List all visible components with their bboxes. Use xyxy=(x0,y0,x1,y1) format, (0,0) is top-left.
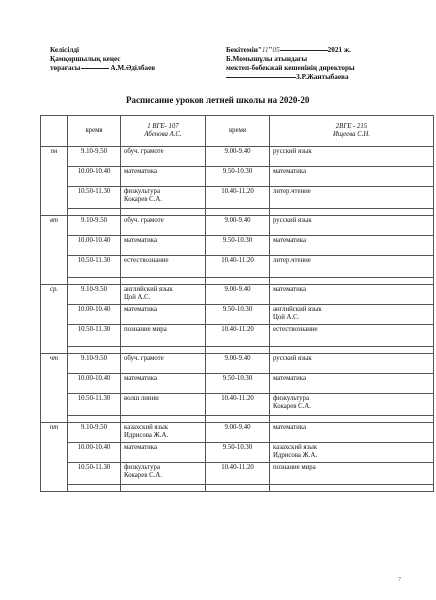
approve-label: Бекітемін" xyxy=(226,46,262,54)
table-row xyxy=(41,305,434,325)
table-row xyxy=(41,443,434,463)
table-row xyxy=(41,167,434,187)
table-row xyxy=(41,187,434,209)
day-cell: пн xyxy=(41,147,68,216)
time-cell: 10.40-11.20 xyxy=(206,256,270,278)
spacer-row xyxy=(41,485,434,492)
subject-cell: математика xyxy=(270,236,434,256)
time-cell: 10.40-11.20 xyxy=(206,463,270,485)
spacer-row xyxy=(41,416,434,423)
day-cell: ср. xyxy=(41,285,68,354)
time-cell: 10.50-11.30 xyxy=(68,394,121,416)
time-cell: 9.50-10.30 xyxy=(206,167,270,187)
page-mark: 7 xyxy=(398,577,401,583)
day-cell: чт xyxy=(41,354,68,423)
spacer-row xyxy=(41,209,434,216)
time-cell: 9.10-9.50 xyxy=(68,147,121,167)
director-title-line: мектеп-бөбекжай кешенінің директоры xyxy=(226,64,355,72)
spacer-row xyxy=(41,347,434,354)
subject-cell: английский язык Цой А.С. xyxy=(270,305,434,325)
time-cell: 10.50-11.30 xyxy=(68,463,121,485)
subject-cell: математика xyxy=(121,374,206,394)
schedule-title: Расписание уроков летней школы на 2020-20 xyxy=(126,95,310,105)
header-class-1: 1 ВГЕ- 107 Абенова А.С. xyxy=(121,116,206,147)
subject-cell: физкультура Кокарев С.А. xyxy=(121,187,206,209)
schedule-table xyxy=(40,115,434,492)
council-label: Қамқоршылық кеңес xyxy=(50,55,121,63)
subject-cell: физкультура Кокарев С.А. xyxy=(121,463,206,485)
table-row xyxy=(41,285,434,305)
time-cell: 10.00-10.40 xyxy=(68,305,121,325)
subject-cell: литер.чтение xyxy=(270,256,434,278)
time-cell: 9.10-9.50 xyxy=(68,354,121,374)
time-cell: 10.50-11.30 xyxy=(68,256,121,278)
table-row xyxy=(41,256,434,278)
time-cell: 9.00-9.40 xyxy=(206,216,270,236)
subject-cell: естествознание xyxy=(270,325,434,347)
table-row xyxy=(41,374,434,394)
time-cell: 9.10-9.50 xyxy=(68,285,121,305)
table-row xyxy=(41,423,434,443)
table-row xyxy=(41,463,434,485)
header-class-2: 2ВГЕ - 215 Ищеева С.Н. xyxy=(270,116,434,147)
time-cell: 9.10-9.50 xyxy=(68,423,121,443)
header-time-2: время xyxy=(206,116,270,147)
subject-cell: волш линии xyxy=(121,394,206,416)
signature-line xyxy=(81,68,109,69)
time-cell: 9.50-10.30 xyxy=(206,236,270,256)
time-cell: 10.40-11.20 xyxy=(206,394,270,416)
approval-block-right xyxy=(226,46,355,82)
time-cell: 9.00-9.40 xyxy=(206,285,270,305)
director-name: З.Р.Жантыбаева xyxy=(296,73,349,81)
schedule-body xyxy=(41,147,434,492)
spacer-row xyxy=(41,278,434,285)
time-cell: 10.00-10.40 xyxy=(68,167,121,187)
subject-cell: казахский язык Идрисова Ж.А. xyxy=(270,443,434,463)
time-cell: 10.00-10.40 xyxy=(68,443,121,463)
time-cell: 10.00-10.40 xyxy=(68,374,121,394)
subject-cell: математика xyxy=(270,167,434,187)
subject-cell: познание мира xyxy=(270,463,434,485)
director-name-line xyxy=(226,73,355,82)
director-signature-line xyxy=(226,77,296,78)
time-cell: 9.00-9.40 xyxy=(206,354,270,374)
chairman-title: төрағасы xyxy=(50,64,81,72)
time-cell: 10.50-11.30 xyxy=(68,187,121,209)
agreed-label: Келісілді xyxy=(50,46,80,54)
subject-cell: математика xyxy=(270,374,434,394)
table-row xyxy=(41,147,434,167)
approve-year: 2021 ж. xyxy=(327,46,351,54)
approve-line: Бекітемін"11"05 2021 ж. xyxy=(226,46,351,54)
header-day xyxy=(41,116,68,147)
subject-cell: математика xyxy=(121,305,206,325)
subject-cell: математика xyxy=(121,236,206,256)
table-row xyxy=(41,354,434,374)
subject-cell: русский язык xyxy=(270,216,434,236)
day-cell: пт xyxy=(41,423,68,492)
time-cell: 9.50-10.30 xyxy=(206,374,270,394)
header-time-1: время xyxy=(68,116,121,147)
time-cell: 10.40-11.20 xyxy=(206,187,270,209)
subject-cell: математика xyxy=(270,423,434,443)
approve-day: 11 xyxy=(261,46,269,54)
subject-cell: русский язык xyxy=(270,354,434,374)
subject-cell: казахский язык Идрисова Ж.А. xyxy=(121,423,206,443)
subject-cell: математика xyxy=(121,443,206,463)
subject-cell: обуч. грамоте xyxy=(121,354,206,374)
subject-cell: английский язык Цой А.С. xyxy=(121,285,206,305)
subject-cell: русский язык xyxy=(270,147,434,167)
subject-cell: математика xyxy=(121,167,206,187)
chairman-line xyxy=(50,64,155,73)
subject-cell: познание мира xyxy=(121,325,206,347)
date-blank-line xyxy=(280,50,328,51)
time-cell: 9.50-10.30 xyxy=(206,443,270,463)
time-cell: 10.00-10.40 xyxy=(68,236,121,256)
approval-block-left xyxy=(50,46,155,73)
subject-cell: физкультура Кокарев С.А. xyxy=(270,394,434,416)
subject-cell: литер.чтение xyxy=(270,187,434,209)
chairman-name: А.М.Әділбаев xyxy=(110,64,156,72)
approve-month: 05 xyxy=(272,46,280,54)
time-cell: 9.00-9.40 xyxy=(206,423,270,443)
table-row xyxy=(41,216,434,236)
table-row xyxy=(41,325,434,347)
subject-cell: естествознание xyxy=(121,256,206,278)
day-cell: вт xyxy=(41,216,68,285)
table-row xyxy=(41,394,434,416)
subject-cell: обуч. грамоте xyxy=(121,216,206,236)
time-cell: 9.10-9.50 xyxy=(68,216,121,236)
table-row xyxy=(41,236,434,256)
subject-cell: математика xyxy=(270,285,434,305)
time-cell: 9.50-10.30 xyxy=(206,305,270,325)
subject-cell: обуч. грамоте xyxy=(121,147,206,167)
time-cell: 10.50-11.30 xyxy=(68,325,121,347)
school-name-line: Б.Момышұлы атындағы xyxy=(226,55,308,63)
table-header-row xyxy=(41,116,434,147)
time-cell: 9.00-9.40 xyxy=(206,147,270,167)
time-cell: 10.40-11.20 xyxy=(206,325,270,347)
